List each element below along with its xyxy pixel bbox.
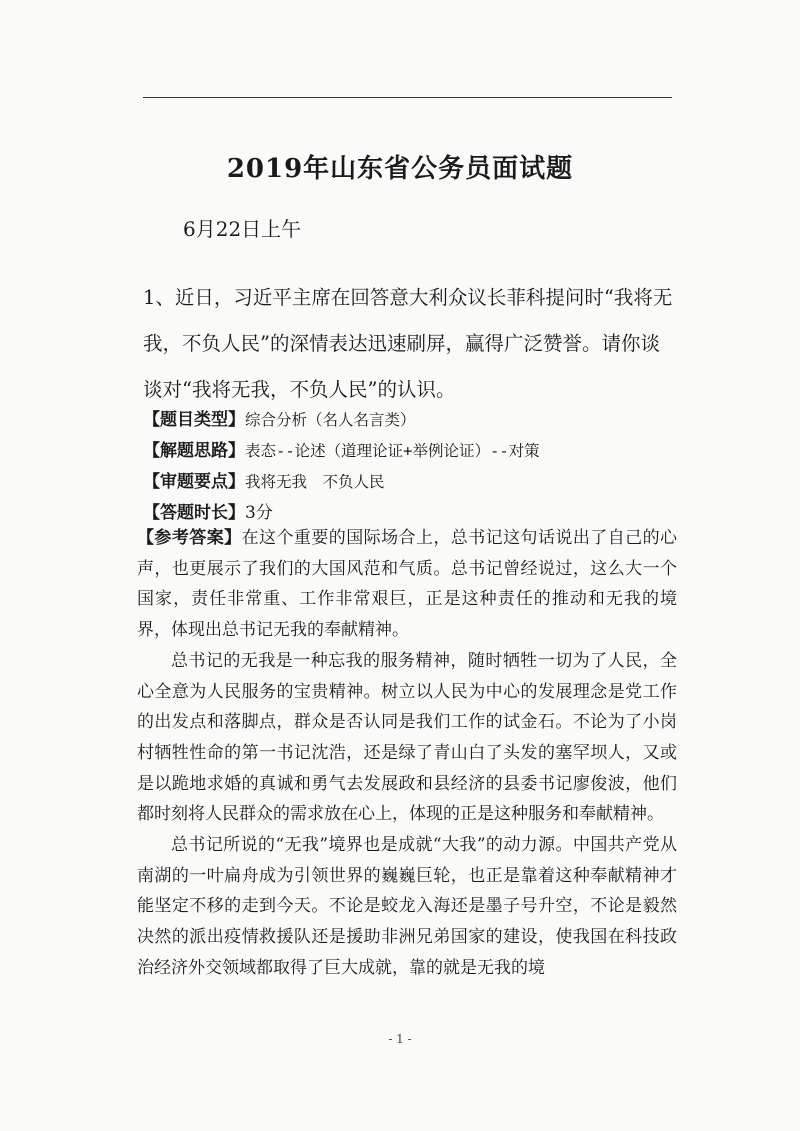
- meta-type-label: 【题目类型】: [143, 410, 245, 430]
- answer-paragraph-1: [137, 523, 677, 646]
- header-rule: [143, 97, 672, 98]
- question-text: [143, 275, 678, 413]
- answer-paragraph-1-text: 在这个重要的国际场合上，总书记这句话说出了自己的心声，也更展示了我们的大国风范和气质。总书记曾经说过，这么大一个国家，责任非常重、工作非常艰巨，正是这种责任的推动和无我的境界，体现出总书记无我的奉献精神。: [137, 528, 678, 641]
- answer-paragraph-2: 总书记的无我是一种忘我的服务精神，随时牺牲一切为了人民，全心全意为人民服务的宝贵精神。树立以人民为中心的发展理念是党工作的出发点和落脚点，群众是否认同是我们工作的试金石。不论为了小岗村牺牲性命的第一书记沈浩，还是绿了青山白了头发的塞罕坝人，又或是以跪地求婚的真诚和勇气去发展政和县经济的县委书记廖俊波，他们都时刻将人民群众的需求放在心上，体现的正是这种服务和奉献精神。: [137, 650, 677, 825]
- meta-time-value: 3分: [245, 503, 273, 523]
- answer-body: [137, 523, 677, 984]
- meta-approach-label: 【解题思路】: [143, 441, 245, 461]
- meta-points-label: 【审题要点】: [143, 472, 245, 492]
- answer-label: 【参考答案】: [137, 528, 242, 548]
- meta-time-label: 【答题时长】: [143, 503, 245, 523]
- meta-type-row: [143, 405, 678, 436]
- meta-approach-row: [143, 436, 678, 467]
- page-number: - 1 -: [388, 1032, 412, 1046]
- meta-points-row: [143, 467, 678, 498]
- exam-date: 6月22日上午: [183, 217, 302, 241]
- meta-approach-value: 表态--论述（道理论证+举例论证）--对策: [245, 442, 540, 460]
- meta-type-value: 综合分析（名人名言类）: [245, 411, 416, 429]
- page-title: 2019年山东省公务员面试题: [226, 154, 574, 184]
- meta-points-value: 我将无我 不负人民: [245, 473, 385, 491]
- answer-paragraph-3: 总书记所说的“无我”境界也是成就“大我”的动力源。中国共产党从南湖的一叶扁舟成为引领世界的巍巍巨轮，也正是靠着这种奉献精神才能坚定不移的走到今天。不论是蛟龙入海还是墨子号升空，不论是毅然决然的派出疫情救援队还是援助非洲兄弟国家的建设，使我国在科技政治经济外交领域都取得了巨大成就，靠的就是无我的境: [137, 835, 677, 978]
- question-paragraph: 1、近日，习近平主席在回答意大利众议长菲科提问时“我将无我，不负人民”的深情表达迅速刷屏，赢得广泛赞誉。请你谈谈对“我将无我，不负人民”的认识。: [143, 286, 673, 401]
- question-meta: [143, 405, 678, 529]
